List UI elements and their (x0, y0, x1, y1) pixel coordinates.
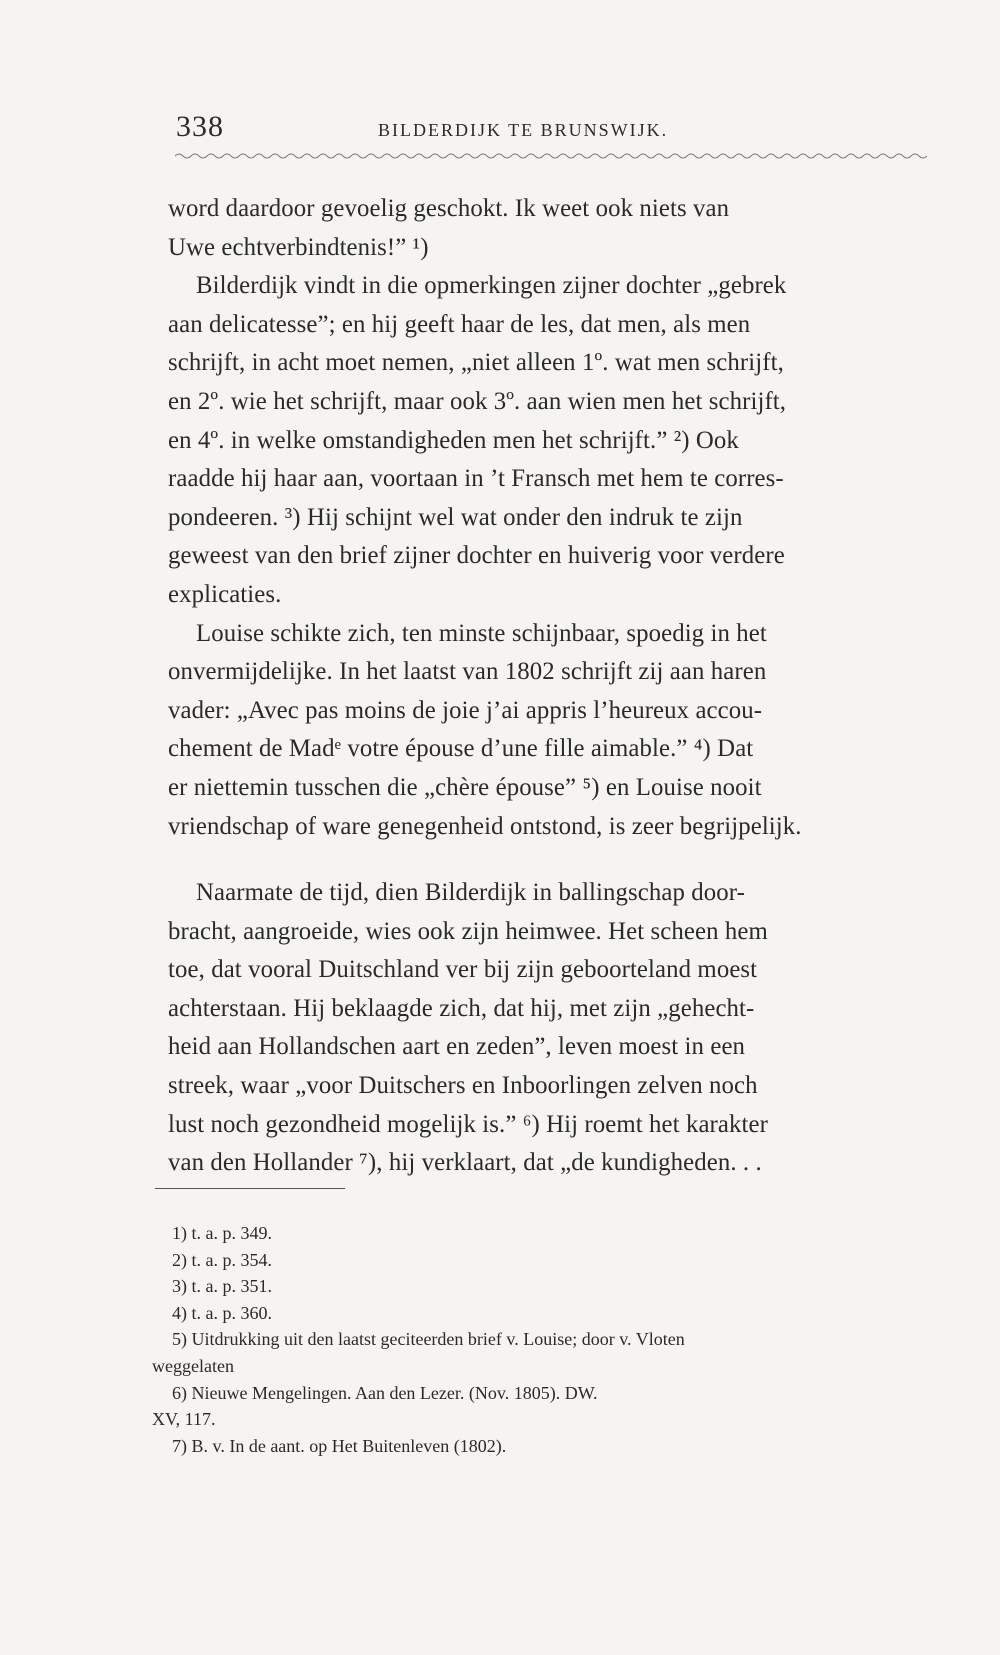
footnote: 2) t. a. p. 354. (172, 1249, 272, 1270)
text-line: onvermijdelijke. In het laatst van 1802 schrijft zij aan haren (168, 658, 767, 686)
text-line: en 4º. in welke omstandigheden men het schrijft.” ²) Ook (168, 426, 739, 454)
page-number: 338 (176, 110, 224, 143)
body-text (168, 190, 928, 1183)
footnote-continuation: weggelaten (152, 1355, 234, 1376)
section-gap (168, 846, 928, 874)
text-line: lust noch gezondheid mogelijk is.” ⁶) Hij roemt het karakter (168, 1110, 768, 1138)
footnote: 3) t. a. p. 351. (172, 1276, 272, 1297)
footnote: 4) t. a. p. 360. (172, 1302, 272, 1323)
text-line: Naarmate de tijd, dien Bilderdijk in ballingschap door- (196, 879, 746, 907)
header-wavy-rule (175, 151, 927, 161)
text-line: vader: „Avec pas moins de joie j’ai appris l’heureux accou- (168, 696, 763, 724)
text-line: Louise schikte zich, ten minste schijnbaar, spoedig in het (196, 619, 767, 647)
text-line: achterstaan. Hij beklaagde zich, dat hij, met zijn „gehecht- (168, 994, 755, 1022)
text-line: bracht, aangroeide, wies ook zijn heimwee. Het scheen hem (168, 917, 768, 945)
text-line: streek, waar „voor Duitschers en Inboorlingen zelven noch (168, 1072, 758, 1100)
footnote: 1) t. a. p. 349. (172, 1223, 272, 1243)
text-line: en 2º. wie het schrijft, maar ook 3º. aan wien men het schrijft, (168, 387, 787, 415)
page-header (168, 110, 928, 150)
footnote: 5) Uitdrukking uit den laatst geciteerden brief v. Louise; door v. Vloten (172, 1329, 685, 1350)
text-line: Bilderdijk vindt in die opmerkingen zijner dochter „gebrek (196, 272, 787, 300)
text-line: aan delicatesse”; en hij geeft haar de les, dat men, als men (168, 310, 751, 338)
footnote: 7) B. v. In de aant. op Het Buitenleven (1802). (172, 1435, 507, 1456)
text-line: chement de Madᵉ votre épouse d’une fille aimable.” ⁴) Dat (168, 735, 754, 763)
text-line: geweest van den brief zijner dochter en huiverig voor verdere (168, 542, 785, 570)
footnote: 6) Nieuwe Mengelingen. Aan den Lezer. (Nov. 1805). DW. (172, 1382, 598, 1403)
text-line: raadde hij haar aan, voortaan in ’t Fransch met hem te corres- (168, 465, 784, 493)
text-line: van den Hollander ⁷), hij verklaart, dat „de kundigheden. . . (168, 1149, 762, 1177)
footnote-rule (155, 1188, 345, 1189)
text-line: toe, dat vooral Duitschland ver bij zijn geboorteland moest (168, 956, 758, 984)
text-line: heid aan Hollandschen aart en zeden”, leven moest in een (168, 1033, 746, 1061)
text-line: vriendschap of ware genegenheid ontstond, is zeer begrijpelijk. (168, 812, 802, 840)
text-line: word daardoor gevoelig geschokt. Ik weet ook niets van (168, 195, 730, 222)
text-line: er niettemin tusschen die „chère épouse” ⁵) en Louise nooit (168, 773, 762, 801)
text-line: Uwe echtverbindtenis!” ¹) (168, 233, 429, 261)
text-line: explicaties. (168, 580, 282, 608)
footnotes (152, 1220, 927, 1459)
text-line: pondeeren. ³) Hij schijnt wel wat onder den indruk te zijn (168, 503, 743, 531)
text-line: schrijft, in acht moet nemen, „niet alleen 1º. wat men schrijft, (168, 349, 784, 377)
running-title: BILDERDIJK TE BRUNSWIJK. (378, 120, 669, 140)
footnote-continuation: XV, 117. (152, 1409, 216, 1430)
